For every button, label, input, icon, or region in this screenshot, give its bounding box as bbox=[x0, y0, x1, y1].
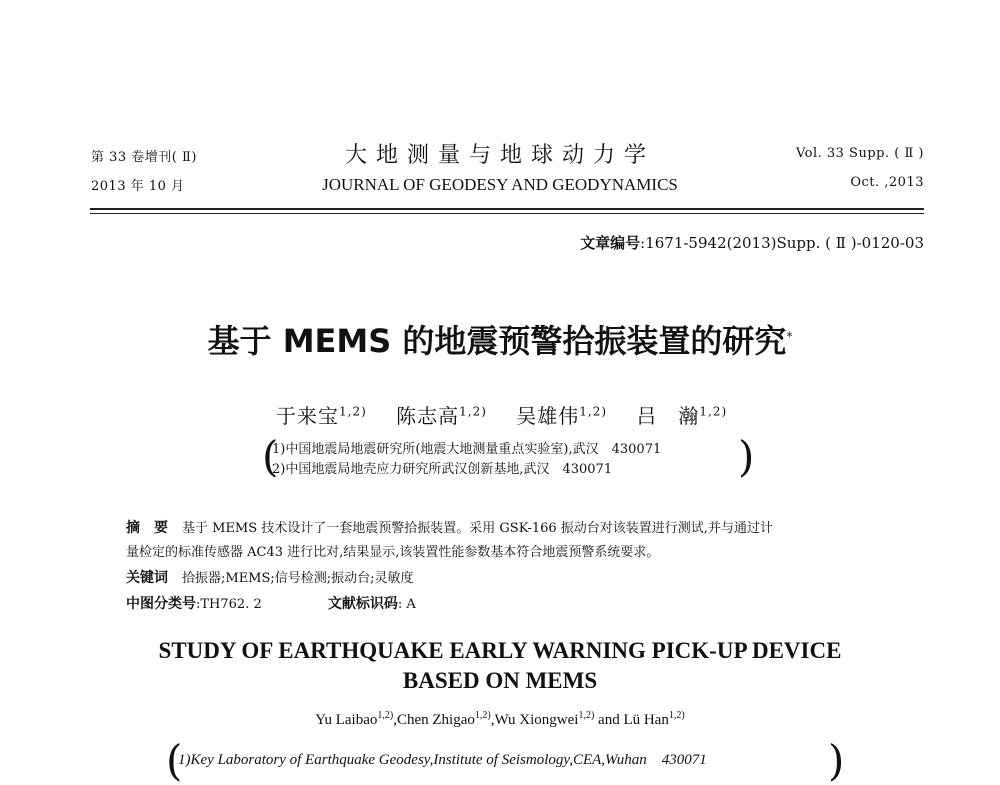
author-affiliation-mark: 1,2) bbox=[668, 710, 685, 721]
volume-cn: 第 33 卷增刊( Ⅱ) bbox=[91, 150, 197, 165]
clc-value: :TH762. 2 bbox=[196, 597, 262, 612]
paper-title-cn bbox=[0, 316, 1000, 362]
abstract-label: 摘 要 bbox=[126, 520, 168, 536]
article-number-value: :1671-5942(2013)Supp. ( Ⅱ )-0120-03 bbox=[640, 234, 924, 252]
header-rule-thick bbox=[90, 208, 924, 210]
affiliations-cn bbox=[272, 440, 661, 480]
doc-code-value: : A bbox=[397, 597, 416, 612]
author-affiliation-mark: 1,2) bbox=[474, 710, 491, 721]
article-number-label: 文章编号 bbox=[580, 234, 641, 252]
author-affiliation-mark: 1,2) bbox=[699, 404, 728, 419]
date-en: Oct. ,2013 bbox=[850, 175, 924, 190]
author-cn: 于来宝 bbox=[276, 404, 339, 428]
left-brace: ( bbox=[166, 736, 183, 785]
header-rule-thin bbox=[90, 213, 924, 214]
author-cn: 陈志高 bbox=[396, 404, 460, 428]
abstract-text: 量检定的标准传感器 AC43 进行比对,结果显示,该装置性能参数基本符合地震预警系统要求。 bbox=[126, 545, 660, 560]
keywords-text: 拾振器;MEMS;信号检测;振动台;灵敏度 bbox=[182, 571, 414, 586]
right-brace: ) bbox=[828, 736, 845, 785]
author-affiliation-mark: 1,2) bbox=[579, 404, 608, 419]
right-brace: ) bbox=[738, 432, 755, 481]
classification bbox=[126, 592, 416, 617]
paper-title-en bbox=[0, 636, 1000, 696]
authors-en bbox=[0, 710, 1000, 729]
author-cn: 吴雄伟 bbox=[516, 404, 580, 428]
author-en: ,Chen Zhigao bbox=[393, 712, 475, 728]
author-cn: 吕 瀚 bbox=[636, 404, 700, 428]
paper-title-en-line: STUDY OF EARTHQUAKE EARLY WARNING PICK-UP DEVICE bbox=[158, 638, 842, 663]
author-affiliation-mark: 1,2) bbox=[377, 710, 394, 721]
keywords bbox=[126, 566, 414, 591]
date-cn: 2013 年 10 月 bbox=[91, 179, 185, 194]
title-footnote-mark: * bbox=[786, 329, 793, 344]
paper-title-cn-text: 基于 MEMS 的地震预警拾振装置的研究 bbox=[207, 322, 787, 360]
article-number bbox=[580, 232, 924, 253]
keywords-label: 关键词 bbox=[126, 570, 168, 586]
author-affiliation-mark: 1,2) bbox=[578, 710, 595, 721]
author-en: ,Wu Xiongwei bbox=[490, 712, 579, 728]
authors-cn bbox=[276, 400, 727, 429]
doc-code-label: 文献标识码 bbox=[327, 596, 398, 612]
affiliation-cn: 1)中国地震局地震研究所(地震大地测量重点实验室),武汉 430071 bbox=[272, 442, 662, 457]
author-affiliation-mark: 1,2) bbox=[339, 404, 367, 419]
volume-en: Vol. 33 Supp. ( Ⅱ ) bbox=[795, 146, 924, 161]
affiliation-cn: 2)中国地震局地壳应力研究所武汉创新基地,武汉 430071 bbox=[272, 462, 613, 477]
paper-title-en-line: BASED ON MEMS bbox=[402, 668, 598, 693]
author-affiliation-mark: 1,2) bbox=[459, 404, 487, 419]
author-en: and Lü Han bbox=[598, 712, 669, 728]
journal-title-en: JOURNAL OF GEODESY AND GEODYNAMICS bbox=[322, 175, 678, 194]
abstract bbox=[126, 516, 906, 565]
affiliation-en: 1)Key Laboratory of Earthquake Geodesy,Institute of Seismology,CEA,Wuhan 430071 bbox=[178, 752, 707, 768]
left-brace: ( bbox=[262, 432, 279, 481]
journal-title-cn: 大地测量与地球动力学 bbox=[344, 143, 655, 168]
clc-label: 中图分类号 bbox=[126, 596, 196, 612]
abstract-text: 基于 MEMS 技术设计了一套地震预警拾振装置。采用 GSK-166 振动台对该装置进行测试,并与通过计 bbox=[182, 521, 773, 536]
author-en: Yu Laibao bbox=[315, 712, 378, 728]
